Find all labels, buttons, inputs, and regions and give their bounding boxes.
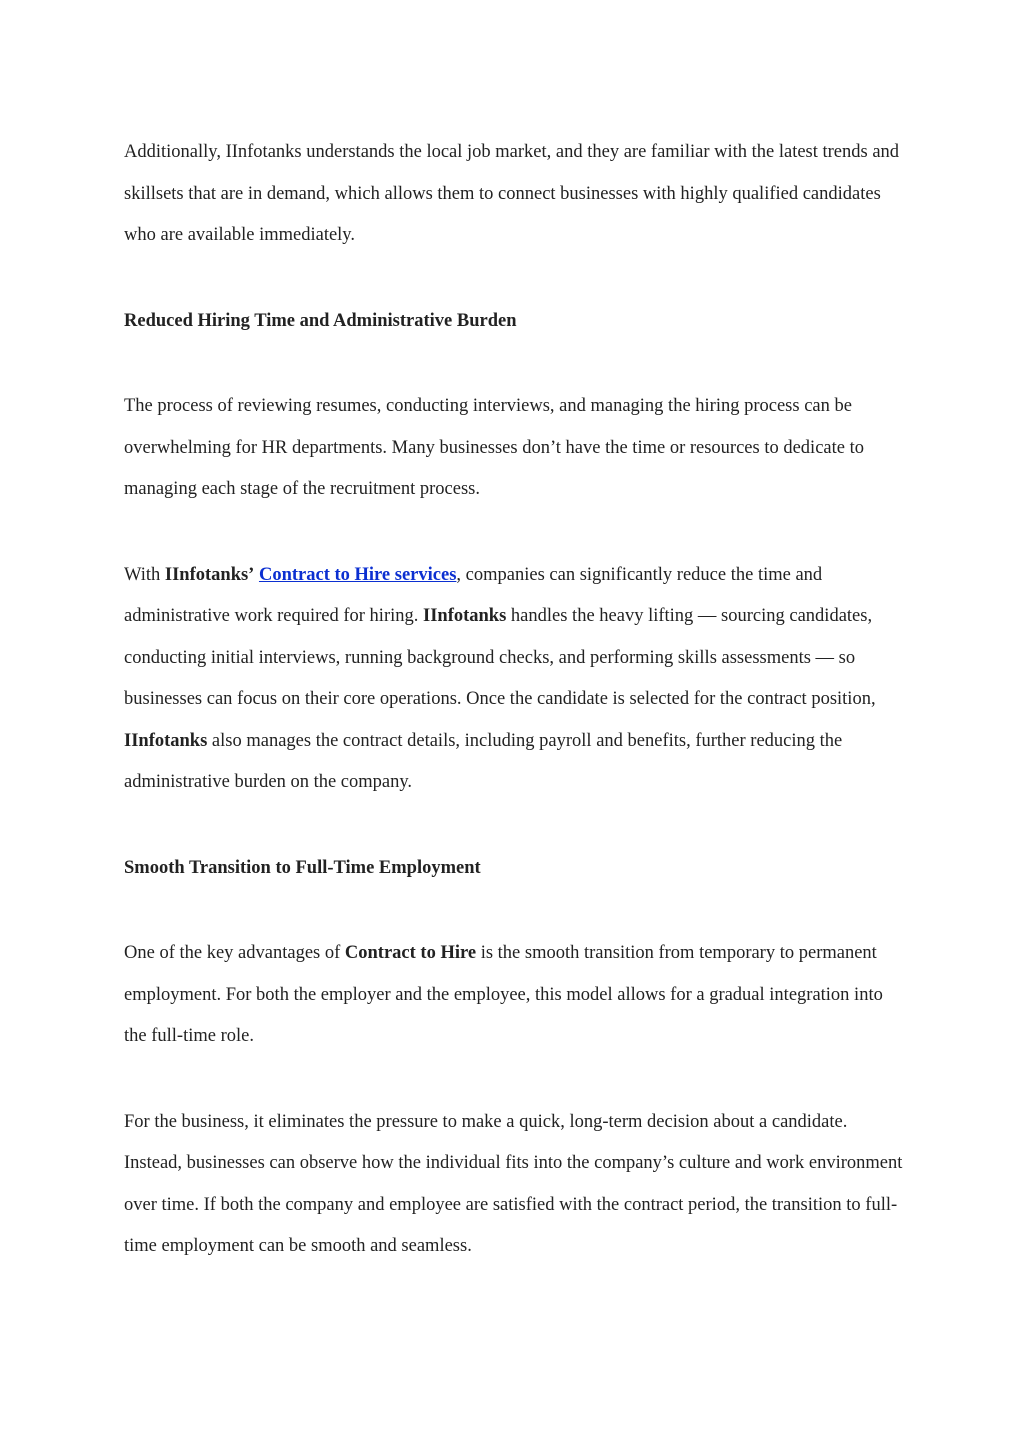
paragraph-key-advantages (124, 933, 904, 1058)
document-body (124, 132, 904, 1312)
text-segment: With (124, 564, 165, 585)
paragraph-contract-to-hire-services (124, 555, 904, 804)
text-segment: One of the key advantages of (124, 943, 345, 963)
contract-to-hire-services-link[interactable]: Contract to Hire services (258, 564, 457, 585)
paragraph-local-job-market (124, 132, 904, 257)
text-segment: is the smooth transition from temporary to permanent employment. For both the employer and the employee, this model allows for a gradual integration into the full-time role. (124, 943, 883, 1046)
paragraph-text: Additionally, IInfotanks understands the local job market, and they are familiar with the latest trends and skillsets that are in demand, which allows them to connect businesses with highly qualified candidates who are available immediately. (124, 142, 900, 245)
paragraph-text: For the business, it eliminates the pressure to make a quick, long-term decision about a candidate. Instead, businesses can observe how the individual fits into the company’s culture and work environment over time. If both the company and employee are satisfied with the contract period, the transition to full-time employment can be smooth and seamless. (124, 1111, 903, 1256)
text-segment: handles the heavy lifting — sourcing candidates, conducting initial interviews, running background checks, and performing skills assessments — so businesses can focus on their core operations. Once the candidate is selected for the contract position, (124, 606, 876, 709)
paragraph-hiring-process (124, 386, 904, 511)
bold-company-name: IInfotanks (124, 730, 208, 751)
bold-company-name: IInfotanks’ (164, 564, 255, 585)
text-segment: , companies can significantly reduce the time and administrative work required for hiring. (124, 564, 823, 626)
paragraph-business-benefits (124, 1102, 904, 1268)
text-segment: also manages the contract details, including payroll and benefits, further reducing the administrative burden on the company. (124, 730, 843, 792)
paragraph-text: The process of reviewing resumes, conducting interviews, and managing the hiring process can be overwhelming for HR departments. Many businesses don’t have the time or resources to dedicate to managing each stage of the recruitment process. (124, 396, 864, 499)
bold-contract-to-hire: Contract to Hire (344, 943, 477, 963)
heading-reduced-hiring-time: Reduced Hiring Time and Administrative Burden (124, 310, 517, 331)
heading-smooth-transition: Smooth Transition to Full-Time Employment (124, 857, 481, 878)
bold-company-name: IInfotanks (423, 606, 507, 626)
